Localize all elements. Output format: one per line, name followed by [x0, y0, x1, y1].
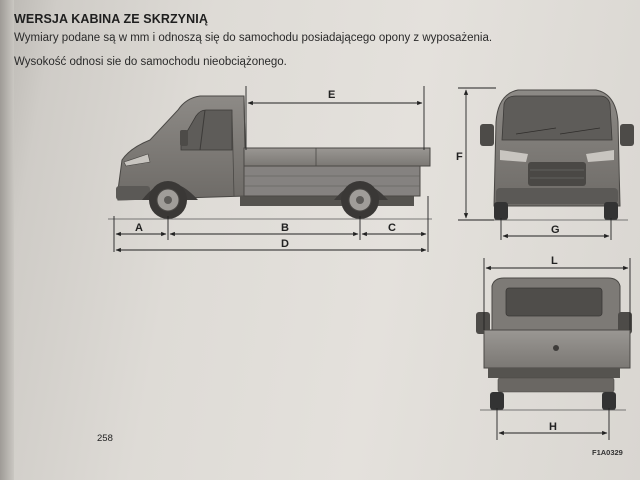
dimension-label-h: H [549, 421, 557, 433]
dimension-label-f: F [456, 151, 463, 163]
dimension-label-b: B [281, 222, 289, 234]
dimension-label-a: A [135, 222, 143, 234]
rear-view-truck [476, 278, 632, 410]
section-heading: WERSJA KABINA ZE SKRZYNIĄ [14, 12, 208, 26]
page-number: 258 [97, 433, 113, 444]
side-view-truck [108, 96, 432, 219]
height-note: Wysokość odnosi sie do samochodu nieobciążonego. [14, 56, 287, 68]
dimension-label-g: G [551, 224, 560, 236]
dimension-label-l: L [551, 255, 558, 267]
dimension-label-e: E [328, 89, 336, 101]
dimensions-note: Wymiary podane są w mm i odnoszą się do samochodu posiadającego opony z wyposażenia. [14, 32, 493, 44]
front-view-truck [480, 90, 634, 220]
figure-code: F1A0329 [592, 448, 623, 457]
dimension-label-d: D [281, 238, 289, 250]
dimension-label-c: C [388, 222, 396, 234]
